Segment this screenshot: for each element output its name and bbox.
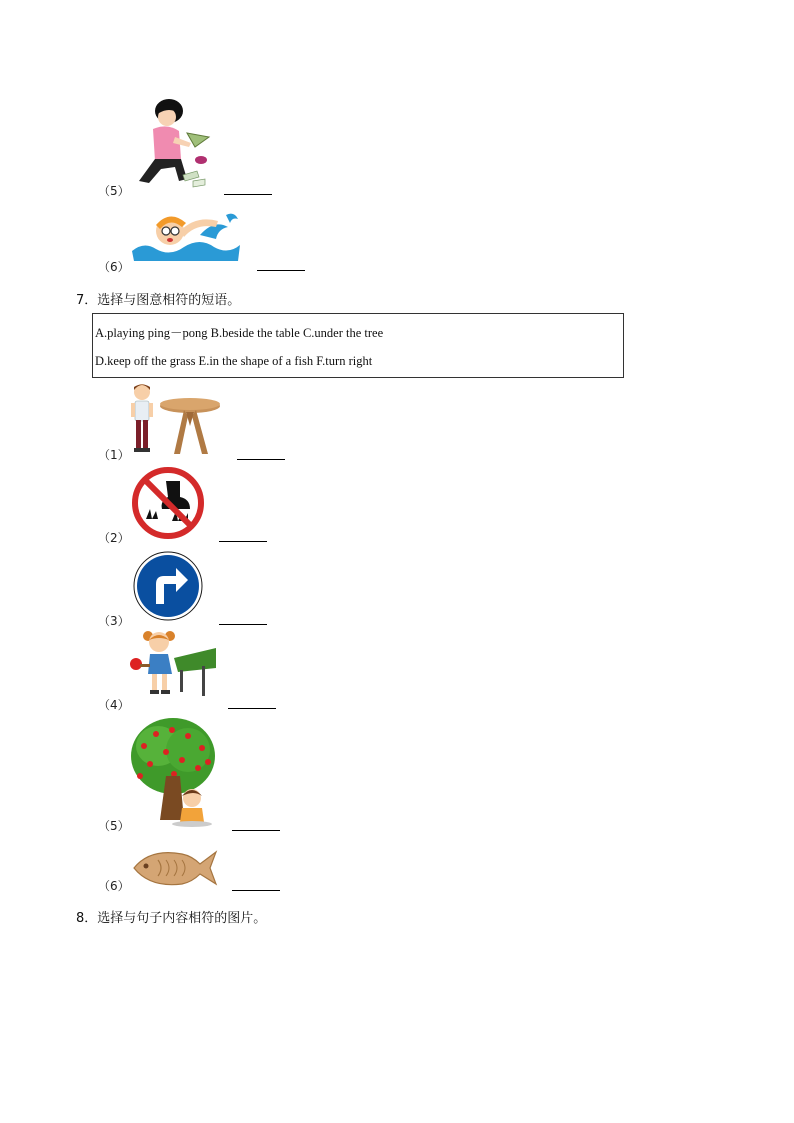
item-number: （6） xyxy=(98,879,130,893)
girl-under-apple-tree-icon xyxy=(128,716,218,828)
answer-blank[interactable] xyxy=(237,459,285,460)
answer-blank[interactable] xyxy=(228,708,276,709)
item-number: （1） xyxy=(98,448,130,462)
answer-blank[interactable] xyxy=(224,194,272,195)
turn-right-sign-icon xyxy=(132,550,204,622)
item-number: （5） xyxy=(98,819,130,833)
kneeling-girl-folding-paper-icon xyxy=(135,97,215,192)
item-number: （4） xyxy=(98,698,130,712)
keep-off-grass-sign-icon xyxy=(132,467,204,539)
answer-blank[interactable] xyxy=(232,890,280,891)
item-number: （6） xyxy=(98,260,130,274)
item-number: （2） xyxy=(98,531,130,545)
options-box xyxy=(92,313,624,378)
options-line-2: D.keep off the grass E.in the shape of a fish F.turn right xyxy=(95,354,373,368)
girl-playing-ping-pong-icon xyxy=(128,628,218,700)
boy-beside-table-icon xyxy=(128,382,224,458)
answer-blank[interactable] xyxy=(219,624,267,625)
question-8-title: 8．选择与句子内容相符的图片。 xyxy=(76,911,267,926)
answer-blank[interactable] xyxy=(232,830,280,831)
options-line-1: A.playing ping－pong B.beside the table C.under the tree xyxy=(95,326,384,340)
answer-blank[interactable] xyxy=(257,270,305,271)
item-number: （3） xyxy=(98,614,130,628)
fish-shaped-cake-icon xyxy=(130,846,218,890)
item-number: （5） xyxy=(98,184,130,198)
question-7-title: 7．选择与图意相符的短语。 xyxy=(76,293,241,308)
swimming-boy-icon xyxy=(130,205,242,263)
answer-blank[interactable] xyxy=(219,541,267,542)
